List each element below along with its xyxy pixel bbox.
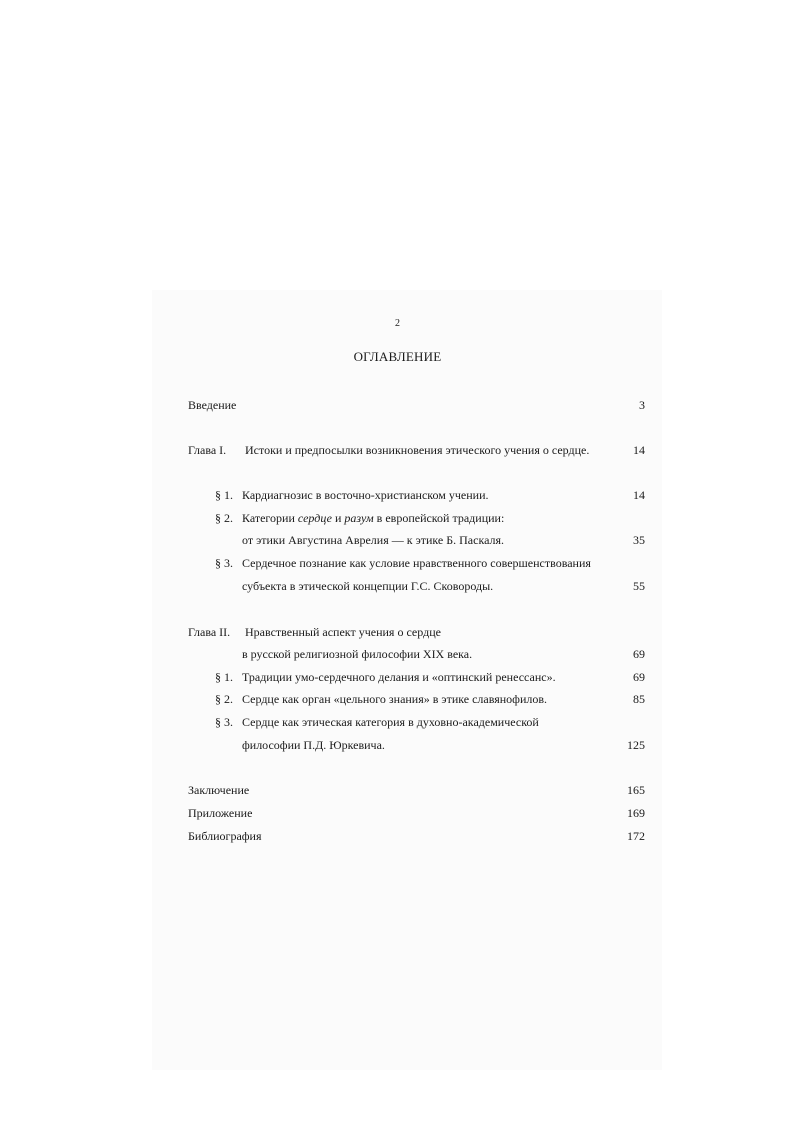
toc-page-number: 35: [633, 533, 645, 547]
chapter-title-continuation: в русской религиозной философии XIX века.: [242, 647, 473, 661]
section-title-part: Категории: [242, 511, 295, 525]
toc-page-number: 3: [639, 398, 645, 412]
toc-entry-ch1-section-3[interactable]: [203, 555, 591, 571]
toc-page-number: 165: [627, 783, 645, 797]
section-title: Кардиагнозис в восточно-христианском учении.: [242, 488, 489, 502]
chapter-prefix: Глава II.: [188, 625, 231, 639]
toc-entry-ch2-section-2[interactable]: [203, 691, 547, 707]
toc-page-number: 172: [627, 829, 645, 843]
section-title: Сердце как этическая категория в духовно-академической: [242, 715, 539, 729]
section-title-continuation: от этики Августина Аврелия — к этике Б. Паскаля.: [242, 533, 505, 547]
chapter-title: Истоки и предпосылки возникновения этического учения о сердце.: [245, 443, 590, 457]
toc-page-number: 85: [633, 692, 645, 706]
section-title-part: и: [334, 511, 342, 525]
toc-entry-label: Заключение: [188, 783, 250, 797]
section-sign: § 2.: [215, 511, 233, 525]
section-sign: § 2.: [215, 692, 233, 706]
section-title-continuation: философии П.Д. Юркевича.: [242, 738, 385, 752]
section-title-emphasis: разум: [344, 511, 374, 525]
toc-entry-bibliography[interactable]: [188, 828, 262, 844]
page-number: 2: [395, 318, 400, 329]
section-sign: § 3.: [215, 556, 233, 570]
toc-entry-ch2-section-1[interactable]: [203, 669, 556, 685]
section-title: Традиции умо-сердечного делания и «оптинский ренессанс».: [242, 670, 556, 684]
toc-entry-ch1-section-1[interactable]: [203, 487, 489, 503]
section-title-emphasis: сердце: [297, 511, 332, 525]
toc-entry-chapter-2[interactable]: [188, 624, 441, 640]
toc-page-number: 14: [633, 443, 645, 457]
section-sign: § 1.: [215, 488, 233, 502]
toc-entry-label: Введение: [188, 398, 237, 412]
chapter-prefix: Глава I.: [188, 443, 227, 457]
toc-page-number: 169: [627, 806, 645, 820]
toc-entry-label: Приложение: [188, 806, 253, 820]
section-title: Сердце как орган «цельного знания» в этике славянофилов.: [242, 692, 548, 706]
toc-page-number: 69: [633, 670, 645, 684]
toc-entry-appendix[interactable]: [188, 805, 252, 821]
toc-page-number: 14: [633, 488, 645, 502]
toc-page-number: 55: [633, 579, 645, 593]
toc-entry-ch1-section-2[interactable]: [203, 510, 504, 526]
section-title-continuation: субъекта в этической концепции Г.С. Сковороды.: [242, 579, 494, 593]
section-sign: § 3.: [215, 715, 233, 729]
toc-page-number: 69: [633, 647, 645, 661]
toc-entry-intro[interactable]: [188, 397, 236, 413]
toc-entry-chapter-1[interactable]: [188, 442, 589, 458]
toc-entry-conclusion[interactable]: [188, 782, 249, 798]
section-title: Сердечное познание как условие нравственного совершенствования: [242, 556, 591, 570]
chapter-title: Нравственный аспект учения о сердце: [245, 625, 441, 639]
toc-page-number: 125: [627, 738, 645, 752]
page-title: ОГЛАВЛЕНИЕ: [353, 349, 442, 364]
section-title-part: в европейской традиции:: [376, 511, 505, 525]
section-sign: § 1.: [215, 670, 233, 684]
toc-entry-ch2-section-3[interactable]: [203, 714, 539, 730]
toc-entry-label: Библиография: [188, 829, 262, 843]
